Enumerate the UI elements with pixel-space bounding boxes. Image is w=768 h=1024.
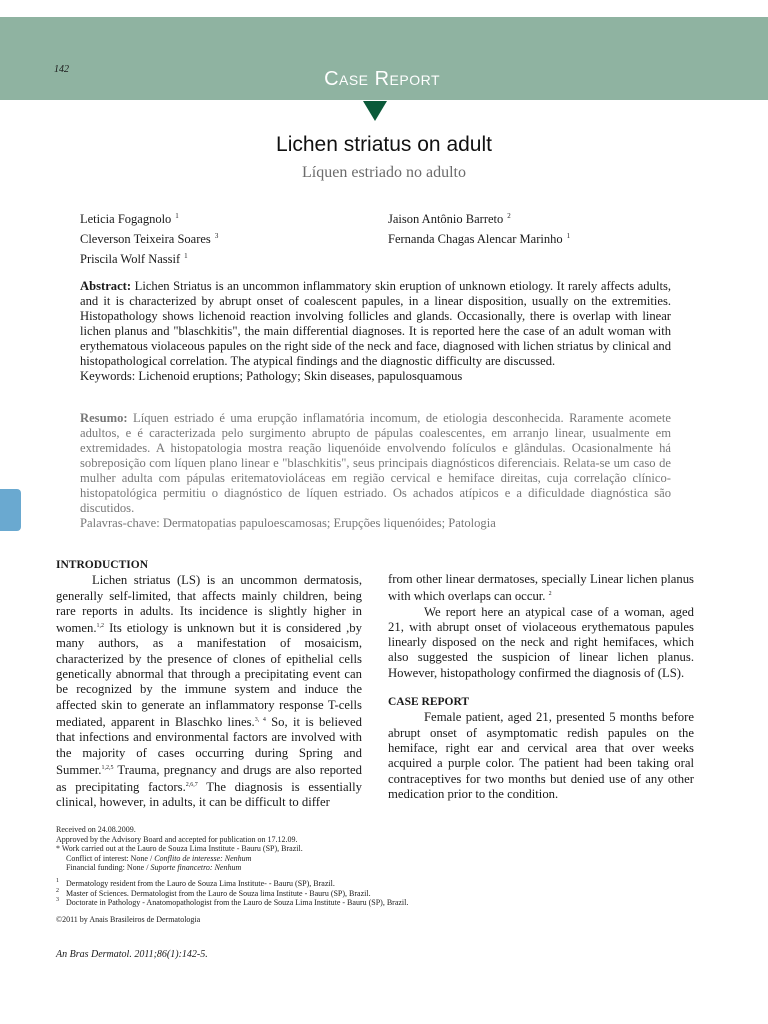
introduction-paragraph-2: We report here an atypical case of a woman, aged 21, with abrupt onset of violaceous erythematous papules linearly disposed on the neck and right hemifaces, which also suggested the suspicion of linear lichen planus. However, histopathology confirmed the diagnosis of (LS).: [388, 604, 694, 680]
received-date: Received on 24.08.2009.: [56, 825, 136, 834]
approved-date: Approved by the Advisory Board and accepted for publication on 17.12.09.: [56, 834, 298, 844]
column-right: [388, 572, 694, 802]
resumo-text: Líquen estriado é uma erupção inflamatória incomum, de etiologia desconhecida. Raramente acomete adultos, e é caracterizada pelo surgimento abrupto de pápulas coalescentes, em arranjo linear, usualmente em extremidades. A histopatologia mostra reação liquenóide envolvendo folículos e glândulas. Ocasionalmente há sobreposição com líquen plano linear e "blaschkitis", seus principais diagnósticos diferenciais. Relata-se um caso de mulher adulta com pápulas eritematovioláceas em região cervical e hemiface direitas, cuja correlação clínico-histopatológica permitiu o diagnóstico de líquen estriado. Os achados atípicos e a dificuldade diagnóstica são discutidos.: [80, 411, 671, 515]
footnote: 2 Master of Sciences. Dermatologist from the Lauro de Souza lima Institute - Bauru (SP), Brazil.: [56, 887, 371, 898]
abstract: [80, 279, 671, 384]
abstract-keywords: Keywords: Lichenoid eruptions; Pathology; Skin diseases, papulosquamous: [80, 369, 463, 383]
article-title: Lichen striatus on adult: [276, 133, 492, 156]
footnote: 1 Dermatology resident from the Lauro de Souza Lima Institute- - Bauru (SP), Brazil.: [56, 878, 335, 888]
footnote: 3 Doctorate in Pathology - Anatomopathologist from the Lauro de Souza Lima Institute - Bauru (SP), Brazil.: [56, 897, 409, 907]
resumo-keywords: Palavras-chave: Dermatopatias papuloescamosas; Erupções liquenóides; Patologia: [80, 516, 496, 530]
copyright: ©2011 by Anais Brasileiros de Dermatologia: [56, 915, 201, 924]
section-arrow-icon: [363, 101, 387, 121]
section-label: Case Report: [324, 68, 440, 90]
column-left: [56, 558, 362, 811]
editorial-notes: [56, 825, 556, 873]
author: Fernanda Chagas Alencar Marinho $^1$: [388, 232, 571, 246]
author: Priscila Wolf Nassif $^1$: [80, 252, 188, 266]
footnotes: [56, 879, 576, 908]
resumo-label: Resumo:: [80, 411, 128, 425]
introduction-continued: from other linear dermatoses, specially Linear lichen planus with which overlaps can occur. $^2$: [388, 572, 694, 604]
abstract-text: Lichen Striatus is an uncommon inflammatory skin eruption of unknown etiology. It rarely affects adults, and it is characterized by abrupt onset of coalescent papules, in a linear disposition, usually on the extremities. Histopathology shows lichenoid reaction involving follicles and glands. Occasionally, there is overlap with linear lichen planus and "blaschkitis", the main differential diagnoses. It is reported here the case of an adult woman with erythematous violaceous papules on the right side of the neck and face, diagnosed with lichen striatus by clinical and histopathological correlation. The atypical findings and the diagnostic difficulty are discussed.: [80, 279, 671, 368]
abstract-label: Abstract:: [80, 279, 132, 293]
authors-left: [80, 208, 218, 268]
financial-funding: Financial funding: None / Suporte financetro: Nenhum: [66, 863, 242, 872]
author: Jaison Antônio Barreto $^2$: [388, 212, 511, 226]
side-tab: [0, 489, 21, 531]
conflict-of-interest: Conflict of interest: None / Conflito de interesse: Nenhum: [66, 853, 252, 863]
journal-reference: An Bras Dermatol. 2011;86(1):142-5.: [56, 949, 208, 960]
resumo: [80, 411, 671, 531]
author: Cleverson Teixeira Soares $^3$: [80, 232, 219, 246]
case-report-heading: CASE REPORT: [388, 696, 470, 709]
article-subtitle: Líquen estriado no adulto: [302, 164, 466, 181]
authors-right: [388, 208, 570, 248]
page-number: 142: [54, 64, 69, 75]
case-report-paragraph: Female patient, aged 21, presented 5 months before abrupt onset of asymptomatic redish papules on the hemiface, right ear and cervical area that over weeks acquired a purple color. The patient had been taking oral contraceptives for two months but denied use of any other medication prior to the condition.: [388, 710, 694, 801]
introduction-heading: INTRODUCTION: [56, 559, 149, 571]
work-location: * Work carried out at the Lauro de Souza Lima Institute - Bauru (SP), Brazil.: [56, 844, 303, 853]
introduction-paragraph: Lichen striatus (LS) is an uncommon dermatosis, generally self-limited, that affects mainly children, being rare reports in adults. Its incidence is slightly higher in women.$^{1,2}$ Its etiology is unknown but it is considered ,by many authors, as a manifestation of mosaicism, characterized by the presence of clones of epithelial cells genetically abnormal that through a precipitating event can be recognized by the immune system and induce the affected skin to generate an inflammatory response T-cells mediated, apparent in Blaschko lines.$^{3, 4}$ So, it is believed that infections and environmental factors are involved with the majority of cases occurring during Spring and Summer.$^{1,2,5}$ Trauma, pregnancy and drugs are also reported as precipitating factors.$^{2,6,7}$ The diagnosis is essentially clinical, however, in adults, it can be difficult to differ: [56, 573, 362, 810]
author: Leticia Fogagnolo $^1$: [80, 212, 179, 226]
